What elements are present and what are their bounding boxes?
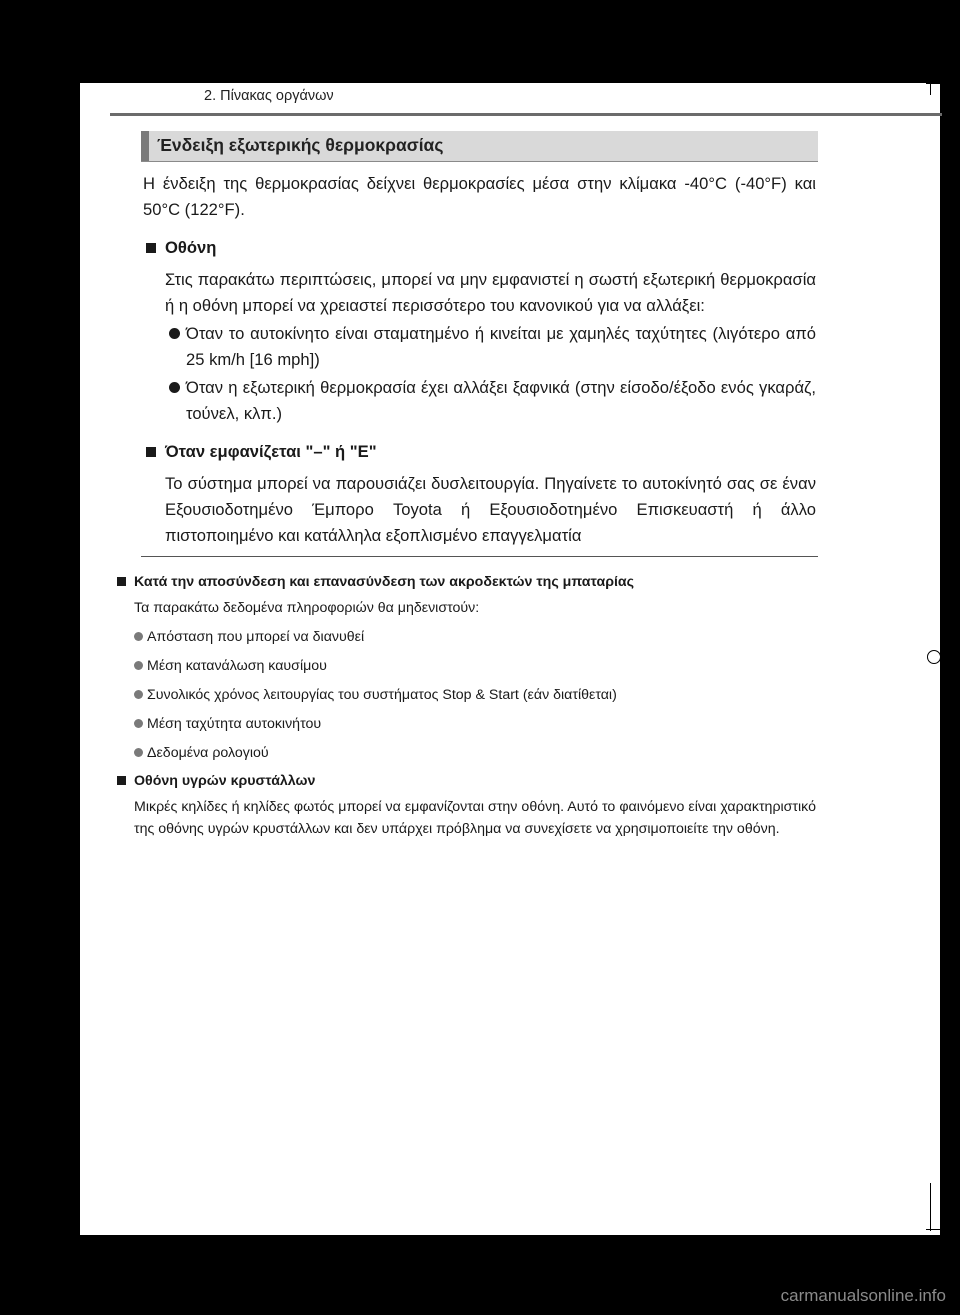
list-item-text: Όταν το αυτοκίνητο είναι σταματημένο ή κινείται με χαμηλές ταχύτητες (λιγότερο από 25 km/h [16 mph]) — [186, 324, 816, 369]
error-paragraph: Το σύστημα μπορεί να παρουσιάζει δυσλειτουργία. Πηγαίνετε το αυτοκίνητό σας σε έναν Εξουσιοδοτημένο Έμπορο Toyota ή Εξουσιοδοτημένο Επισκευαστή ή άλλο πιστοποιημένο και κατάλληλα εξοπλισμένο επαγγελματία — [165, 474, 816, 545]
round-bullet-icon — [134, 661, 143, 670]
section-title-bar — [141, 131, 818, 162]
list-item — [143, 321, 816, 373]
round-bullet-icon — [134, 632, 143, 641]
chapter-header: 2. Πίνακας οργάνων — [204, 88, 334, 104]
intro-paragraph: Η ένδειξη της θερμοκρασίας δείχνει θερμοκρασίες μέσα στην κλίμακα -40°C (-40°F) και 50°C (122°F). — [143, 174, 816, 219]
list-item-text: Μέση κατανάλωση καυσίμου — [147, 658, 327, 674]
square-bullet-icon — [146, 243, 156, 253]
battery-note-heading-text: Κατά την αποσύνδεση και επανασύνδεση των ακροδεκτών της μπαταρίας — [134, 574, 635, 590]
crop-mark — [926, 83, 940, 84]
error-heading — [143, 439, 816, 465]
battery-note-text: Τα παρακάτω δεδομένα πληροφοριών θα μηδενιστούν: — [134, 600, 480, 616]
list-item — [143, 375, 816, 427]
error-heading-text: Όταν εμφανίζεται "–" ή "E" — [165, 442, 377, 461]
header-rule — [110, 113, 942, 116]
list-item-text: Απόσταση που μπορεί να διανυθεί — [147, 629, 365, 645]
crop-mark — [930, 83, 931, 95]
display-heading — [143, 235, 816, 261]
list-item-text: Συνολικός χρόνος λειτουργίας του συστήματος Stop & Start (εάν διατίθεται) — [147, 687, 617, 703]
watermark: carmanualsonline.info — [780, 1286, 946, 1305]
list-item — [116, 626, 816, 648]
list-item — [116, 655, 816, 677]
square-bullet-icon — [117, 776, 126, 785]
round-bullet-icon — [134, 748, 143, 757]
lcd-note-heading-text: Οθόνη υγρών κρυστάλλων — [134, 773, 316, 789]
square-bullet-icon — [117, 577, 126, 586]
square-bullet-icon — [146, 447, 156, 457]
list-item-text: Μέση ταχύτητα αυτοκινήτου — [147, 716, 322, 732]
section-body — [143, 171, 816, 549]
lcd-note-heading — [116, 770, 816, 792]
round-bullet-icon — [134, 719, 143, 728]
list-item-text: Όταν η εξωτερική θερμοκρασία έχει αλλάξει ξαφνικά (στην είσοδο/έξοδο ενός γκαράζ, τούνελ, κλπ.) — [186, 378, 816, 423]
section-divider — [141, 556, 818, 557]
manual-page — [80, 83, 940, 1235]
round-bullet-icon — [169, 328, 180, 339]
battery-note-heading — [116, 571, 816, 593]
round-bullet-icon — [134, 690, 143, 699]
section-bar-accent — [141, 131, 149, 161]
lcd-note-text: Μικρές κηλίδες ή κηλίδες φωτός μπορεί να εμφανίζονται στην οθόνη. Αυτό το φαινόμενο είναι χαρακτηριστικό της οθόνης υγρών κρυστάλλων και δεν υπάρχει πρόβλημα να συνεχίσετε να χρησιμοποιείτε την οθόνη. — [134, 799, 816, 837]
crop-mark — [926, 1229, 940, 1230]
display-heading-text: Οθόνη — [165, 238, 217, 257]
list-item — [116, 742, 816, 764]
registration-mark — [927, 650, 941, 664]
list-item — [116, 684, 816, 706]
list-item — [116, 713, 816, 735]
list-item-text: Δεδομένα ρολογιού — [147, 745, 269, 761]
section-title: Ένδειξη εξωτερικής θερμοκρασίας — [157, 135, 444, 155]
notes-section — [116, 571, 816, 840]
display-paragraph: Στις παρακάτω περιπτώσεις, μπορεί να μην εμφανιστεί η σωστή εξωτερική θερμοκρασία ή η οθόνη μπορεί να χρειαστεί περισσότερο του κανονικού για να αλλάξει: — [165, 270, 816, 315]
round-bullet-icon — [169, 382, 180, 393]
crop-mark — [930, 1183, 931, 1231]
